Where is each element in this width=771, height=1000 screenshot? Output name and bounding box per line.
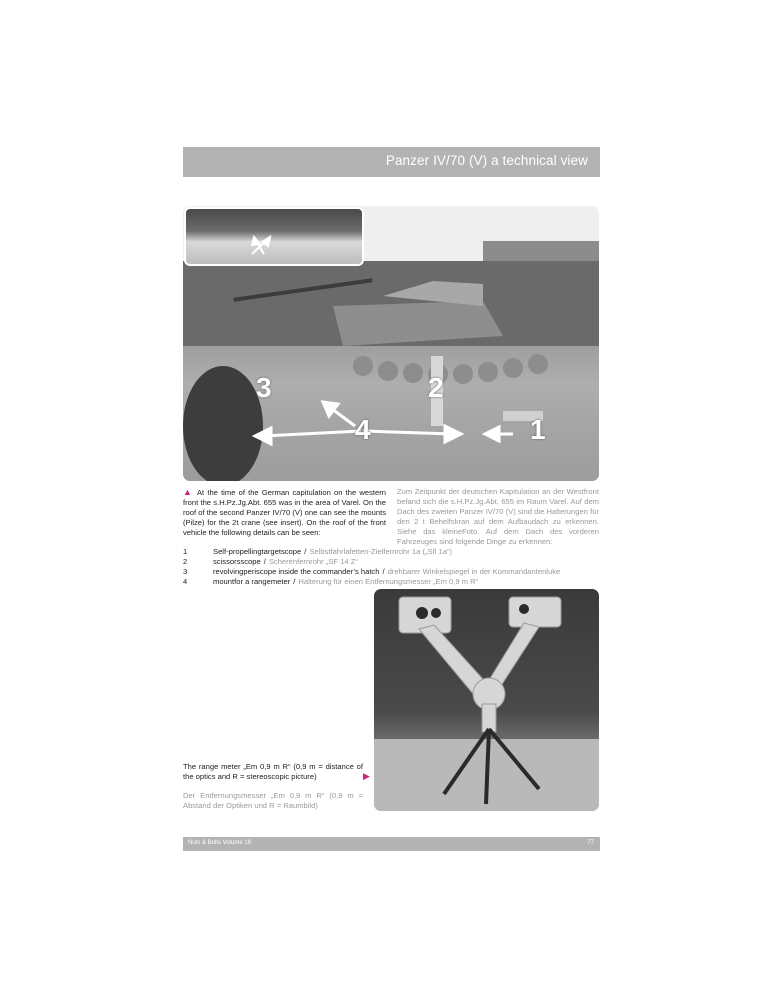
footer-bar <box>183 837 600 851</box>
legend-german: Scherenfernrohr „SF 14 Z“ <box>268 557 358 566</box>
page-title: Panzer IV/70 (V) a technical view <box>385 153 588 168</box>
legend-number: 3 <box>183 567 188 576</box>
insert-photo-illustration <box>186 209 362 264</box>
caption-german: Zum Zeitpunkt der deutschen Kapitulation an der Westfront befand sich die s.H.Pz.Jg.Abt. 655 im Raum Varel. Auf dem Dach des zweiten Panzer IV/70 (V) sind die Halterungen für den 2 t Behelfskran auf dem Aufbaudach zu erkennen. Siehe das kleineFoto. Auf dem Dach des vorderen Fahrzeuges sind folgende Dinge zu erkennen: <box>397 487 599 546</box>
triangle-up-icon: ▲ <box>183 487 193 497</box>
legend-list <box>183 547 599 587</box>
footer-series: Nuts & Bolts Volume 18 <box>188 840 252 846</box>
range-caption-english: The range meter „Em 0,9 m R“ (0,9 m = distance of the optics and R = stereoscopic picture) <box>183 762 363 781</box>
legend-number: 1 <box>183 547 188 556</box>
rangefinder-illustration <box>374 589 599 811</box>
range-caption-german: Der Entfernungsmesser „Em 0,9 m R“ (0,9 m = Abstand der Optiken und R = Raumbild) <box>183 791 363 810</box>
legend-number: 4 <box>183 577 188 586</box>
legend-german: drehbarer Winkelspiegel in der Kommandantenluke <box>387 567 561 576</box>
legend-german: Halterung für einen Entfernungsmesser „Em 0,9 m R“ <box>298 577 479 586</box>
legend-separator: / <box>263 557 266 566</box>
photo-label-2: 2 <box>428 372 444 403</box>
caption-english-text: At the time of the German capitulation on the western front the s.H.Pz.Jg.Abt. 655 was in the area of Varel. On the roof of the second Panzer IV/70 (V) one can see the mounts (Pilze) for the 2t crane (see insert). On the roof of the front vehicle the following details can be seen: <box>183 488 386 537</box>
caption-english <box>183 487 386 538</box>
rangefinder-photo <box>374 589 599 811</box>
legend-english: revolvingperiscope inside the commander’s hatch <box>213 567 380 576</box>
legend-separator: / <box>293 577 296 586</box>
legend-english: mountfor a rangemeter <box>213 577 291 586</box>
list-item <box>183 567 599 577</box>
legend-number: 2 <box>183 557 188 566</box>
legend-separator: / <box>304 547 307 556</box>
photo-label-1: 1 <box>530 414 546 445</box>
page-number: 77 <box>587 840 594 846</box>
legend-german: Selbstfahrlafetten-Zielfernrohr 1a („Sfl 1a“) <box>309 547 453 556</box>
list-item <box>183 557 599 567</box>
legend-english: scissorsscope <box>213 557 261 566</box>
legend-separator: / <box>382 567 385 576</box>
photo-label-3: 3 <box>256 372 272 403</box>
list-item <box>183 547 599 557</box>
list-item <box>183 577 599 587</box>
photo-label-4: 4 <box>355 414 371 445</box>
header-bar <box>183 147 600 177</box>
legend-english: Self-propellingtargetscope <box>213 547 302 556</box>
insert-photo <box>184 207 364 266</box>
triangle-right-icon: ▶ <box>363 771 370 781</box>
